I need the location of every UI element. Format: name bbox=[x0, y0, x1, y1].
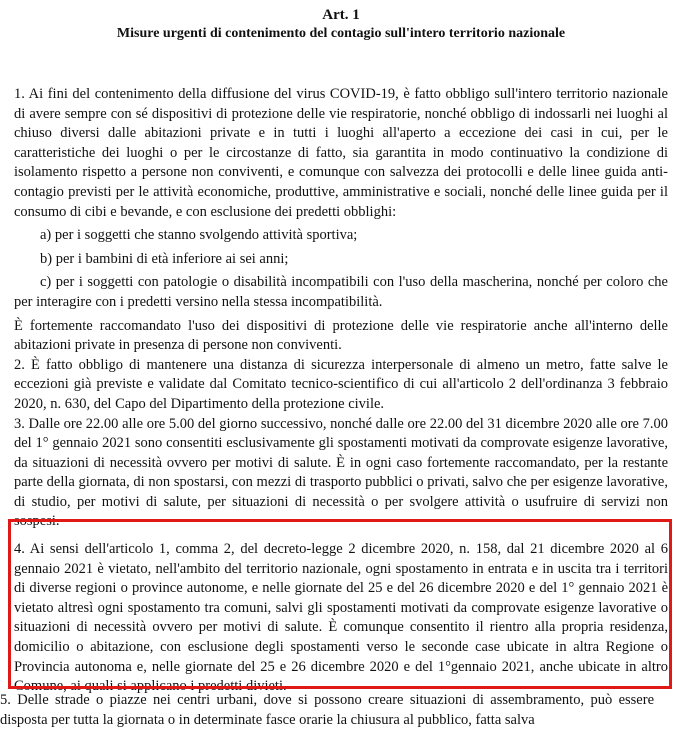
paragraph-1-recommendation: È fortemente raccomandato l'uso dei dispositivi di protezione delle vie respiratorie anche all'interno delle abitazioni private in presenza di persone non conviventi. bbox=[14, 317, 668, 354]
article-title: Misure urgenti di contenimento del contagio sull'intero territorio nazionale bbox=[116, 26, 566, 41]
exception-item-c: c) per i soggetti con patologie o disabilità incompatibili con l'uso della mascherina, nonché per coloro che per interagire con i predetti versino nella stessa incompatibilità. bbox=[14, 274, 668, 310]
paragraph-4-highlighted: 4. Ai sensi dell'articolo 1, comma 2, del decreto-legge 2 dicembre 2020, n. 158, dal 21 dicembre 2020 al 6 gennaio 2021 è vietato, nell'ambito del territorio nazionale, ogni spostamento in entrata e in uscita tra i territori di diverse regioni o province autonome, e nelle giornate del 25 e del 26 dicembre 2020 e del 1° gennaio 2021 è vietato altresì ogni spostamento tra comuni, salvi gli spostamenti motivati da comprovate esigenze lavorative o situazioni di necessità ovvero per motivi di salute. È comunque consentito il rientro alla propria residenza, domicilio o abitazione, con esclusione degli spostamenti verso le seconde case ubicate in altra Regione o Provincia autonoma e, nelle giornate del 25 e 26 dicembre 2020 e del 1°gennaio 2021, anche ubicate in altro Comune, ai quali si applicano i predetti divieti. bbox=[14, 541, 668, 695]
paragraph-2: 2. È fatto obbligo di mantenere una distanza di sicurezza interpersonale di almeno un metro, fatte salve le eccezioni già previste e validate dal Comitato tecnico-scientifico di cui all'articolo 2 dell'ordinanza 3 febbraio 2020, n. 630, del Capo del Dipartimento della protezione civile. bbox=[14, 356, 668, 412]
article-number: Art. 1 bbox=[322, 7, 360, 23]
document-page-continued bbox=[0, 691, 654, 730]
paragraph-3: 3. Dalle ore 22.00 alle ore 5.00 del giorno successivo, nonché dalle ore 22.00 del 31 dicembre 2020 alle ore 7.00 del 1° gennaio 2021 sono consentiti esclusivamente gli spostamenti motivati da comprovate esigenze lavorative, da situazioni di necessità ovvero per motivi di salute. È in ogni caso fortemente raccomandato, per la restante parte della giornata, di non spostarsi, con mezzi di trasporto pubblici o privati, salvo che per esigenze lavorative, di studio, per motivi di salute, per situazioni di necessità o per svolgere attività o usufruire di servizi non sospesi. bbox=[14, 415, 668, 530]
paragraph-5: 5. Delle strade o piazze nei centri urbani, dove si possono creare situazioni di assembramento, può essere disposta per tutta la giornata o in determinate fasce orarie la chiusura al pubblico, fatta salva bbox=[0, 692, 654, 728]
exception-item-b: b) per i bambini di età inferiore ai sei anni; bbox=[40, 250, 289, 267]
paragraph-1: 1. Ai fini del contenimento della diffusione del virus COVID-19, è fatto obbligo sull'intero territorio nazionale di avere sempre con sé dispositivi di protezione delle vie respiratorie, nonché obbligo di indossarli nei luoghi al chiuso diversi dalle abitazioni private e in tutti i luoghi all'aperto a eccezione dei casi in cui, per le caratteristiche dei luoghi o per le circostanze di fatto, sia garantita in modo continuativo la condizione di isolamento rispetto a persone non conviventi, e comunque con salvezza dei protocolli e delle linee guida anti-contagio previsti per le attività economiche, produttive, amministrative e sociali, nonché delle linee guida per il consumo di cibi e bevande, e con esclusione dei predetti obblighi: bbox=[14, 86, 668, 220]
exception-item-a: a) per i soggetti che stanno svolgendo attività sportiva; bbox=[40, 227, 358, 244]
document-page bbox=[14, 6, 668, 697]
